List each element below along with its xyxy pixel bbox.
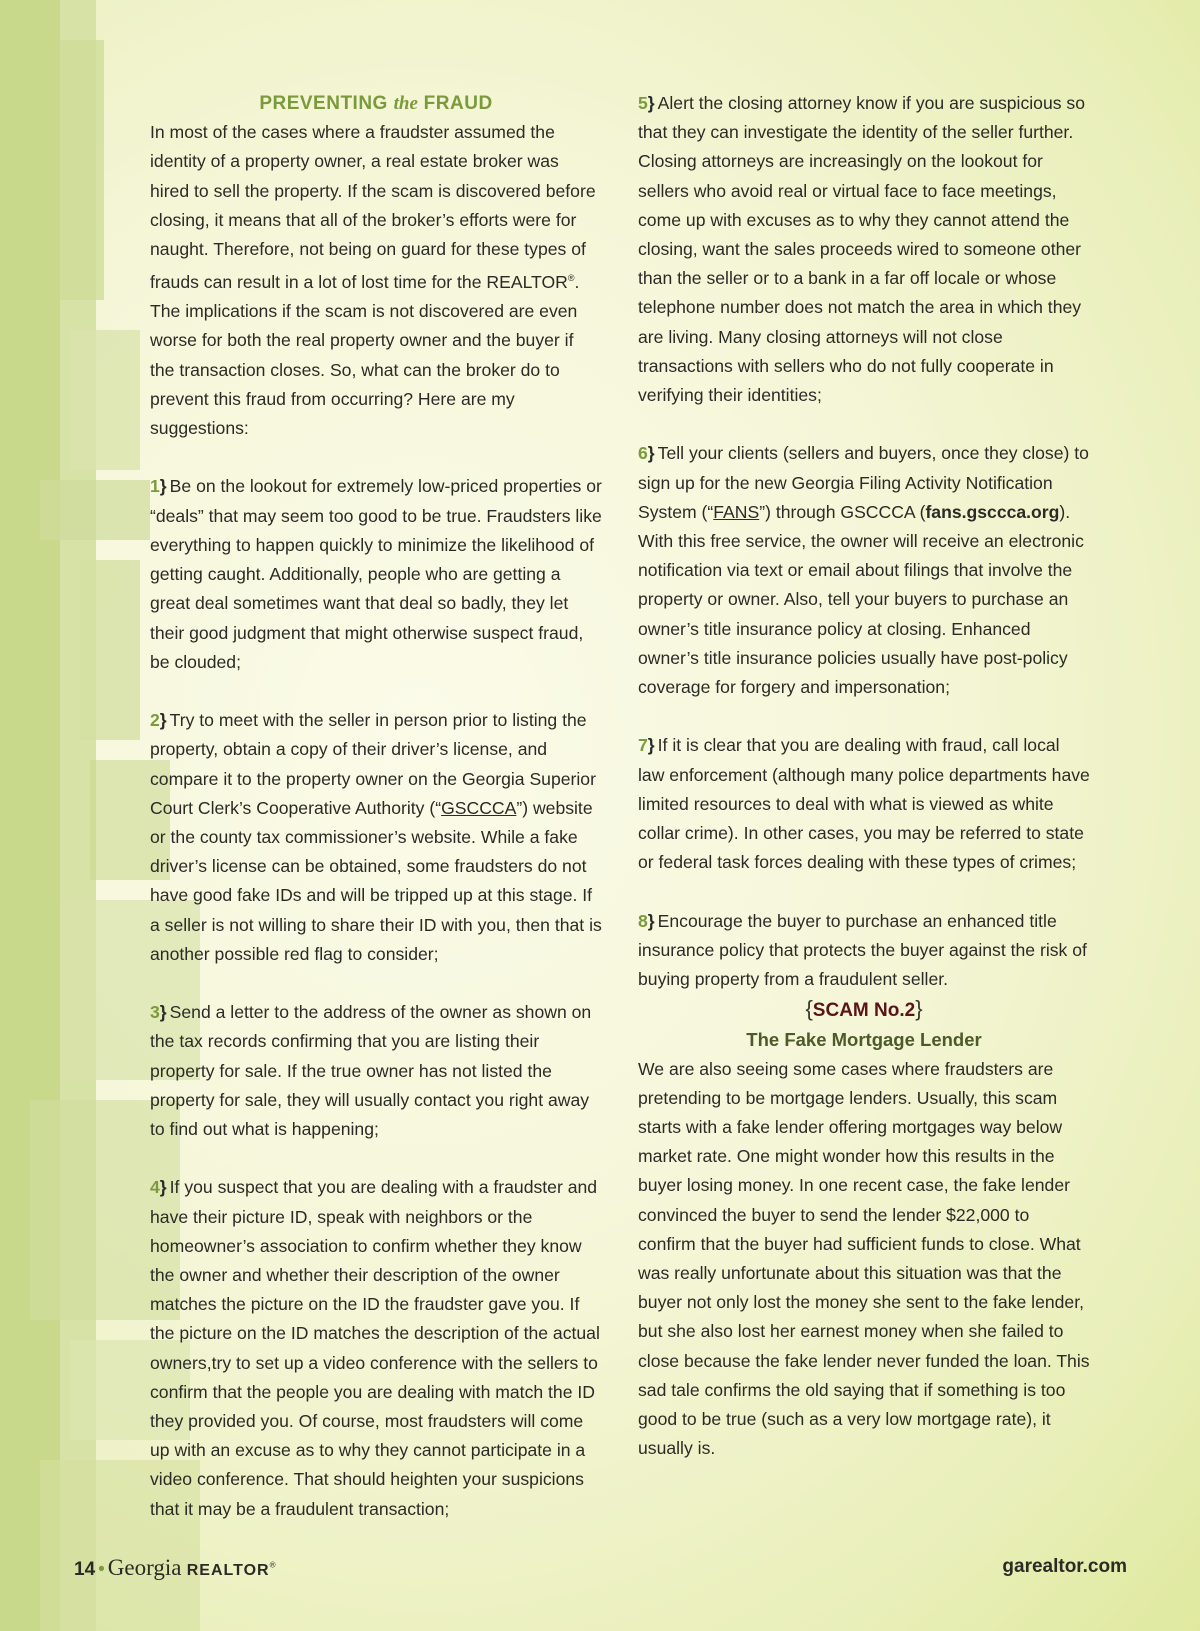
magazine-realtor: REALTOR bbox=[186, 1562, 270, 1579]
page-number: 14 bbox=[74, 1559, 96, 1580]
footer-folio: 14 • Georgia REALTOR® bbox=[74, 1555, 276, 1580]
right-column bbox=[638, 89, 1090, 1464]
suggestion-3: 3} Send a letter to the address of the owner as shown on the tax records confirming that you are listing their property for sale. If the true owner has not listed the property for sale, they will usually contact you right away to find out what is happening; bbox=[150, 1002, 592, 1139]
suggestion-2: 2} Try to meet with the seller in person prior to listing the property, obtain a copy of their driver’s license, and compare it to the property owner on the Georgia Superior Court Clerk’s Cooperative Authority (“GSCCCA”) website or the county tax commissioner’s website. While a fake driver’s license can be obtained, some fraudsters do not have good fake IDs and will be tripped up at this stage. If a seller is not willing to share their ID with you, then that is another possible red flag to consider; bbox=[150, 710, 602, 964]
suggestion-7: 7} If it is clear that you are dealing with fraud, call local law enforcement (although many police departments have limited resources to deal with what is viewed as white collar crime). In other cases, you may be referred to state or federal task forces dealing with these types of crimes; bbox=[638, 735, 1090, 873]
gsccca-link[interactable]: GSCCCA bbox=[441, 797, 517, 818]
fans-link[interactable]: FANS bbox=[713, 501, 760, 522]
suggestion-4: 4} If you suspect that you are dealing with a fraudster and have their picture ID, speak with neighbors or the homeowner’s association to confirm whether they know the owner and whether their description of the owner matches the picture on the ID the fraudster gave you. If the picture on the ID matches the description of the actual owners,try to set up a video conference with the sellers to confirm that the people you are dealing with match the ID they provided you. Of course, most fraudsters will come up with an excuse as to why they cannot participate in a video conference. That should heighten your suspicions that it may be a fraudulent transaction; bbox=[150, 1177, 600, 1519]
left-column bbox=[150, 89, 602, 1524]
fans-website[interactable]: fans.gsccca.org bbox=[925, 501, 1060, 522]
magazine-name: Georgia bbox=[107, 1555, 182, 1580]
bullet-icon: • bbox=[98, 1559, 105, 1580]
suggestion-8: 8} Encourage the buyer to purchase an enhanced title insurance policy that protects the buyer against the risk of buying property from a fraudulent seller. bbox=[638, 910, 1087, 990]
footer-website[interactable]: garealtor.com bbox=[1002, 1556, 1127, 1577]
scam-subtitle: The Fake Mortgage Lender bbox=[746, 1029, 982, 1051]
scam-body: We are also seeing some cases where fraudsters are pretending to be mortgage lenders. Usually, this scam starts with a fake lender offering mortgages way below market rate. One might wonder how this results in the buyer losing money. In one recent case, the fake lender convinced the buyer to send the lender $22,000 to confirm that the buyer had sufficient funds to close. What was really unfortunate about this situation was that the buyer not only lost the money she sent to the fake lender, but she also lost her earnest money when she failed to close because the fake lender never funded the loan. This sad tale confirms the old saying that if something is too good to be true (such as a very low mortgage rate), it usually is. bbox=[638, 1058, 1090, 1459]
suggestion-5: 5} Alert the closing attorney know if you are suspicious so that they can investigate the identity of the seller further. Closing attorneys are increasingly on the lookout for sellers who avoid real or virtual face to face meetings, come up with excuses as to why they cannot attend the closing, want the sales proceeds wired to someone other than the seller or to a bank in a far off locale or whose telephone number does not match the area in which they are living. Many closing attorneys will not close transactions with sellers who do not fully cooperate in verifying their identities; bbox=[638, 93, 1086, 406]
suggestion-1: 1} Be on the lookout for extremely low-priced properties or “deals” that may seem too good to be true. Fraudsters like everything to happen quickly to minimize the likelihood of getting caught. Additionally, people who are getting a great deal sometimes want that deal so badly, they let their good judgment that might otherwise suspect fraud, be clouded; bbox=[150, 476, 602, 672]
scam-heading: {SCAM No.2} bbox=[805, 996, 923, 1022]
intro-paragraph: In most of the cases where a fraudster assumed the identity of a property owner, a real estate broker was hired to sell the property. If the scam is discovered before closing, it means that all of the broker’s efforts were for naught. Therefore, not being on guard for these types of frauds can result in a lot of lost time for the REALTOR®. The implications if the scam is not discovered are even worse for both the real property owner and the buyer if the transaction closes. So, what can the broker do to prevent this fraud from occurring? Here are my suggestions: bbox=[150, 122, 596, 439]
suggestion-6: 6} Tell your clients (sellers and buyers, once they close) to sign up for the new Georgia Filing Activity Notification System (“FANS”) through GSCCCA (fans.gsccca.org). With this free service, the owner will receive an electronic notification via text or email about filings that involve the property or owner. Also, tell your buyers to purchase an owner’s title insurance policy at closing. Enhanced owner’s title insurance policies usually have post-policy coverage for forgery and impersonation; bbox=[638, 443, 1089, 698]
section-heading: PREVENTING the FRAUD bbox=[259, 93, 493, 114]
